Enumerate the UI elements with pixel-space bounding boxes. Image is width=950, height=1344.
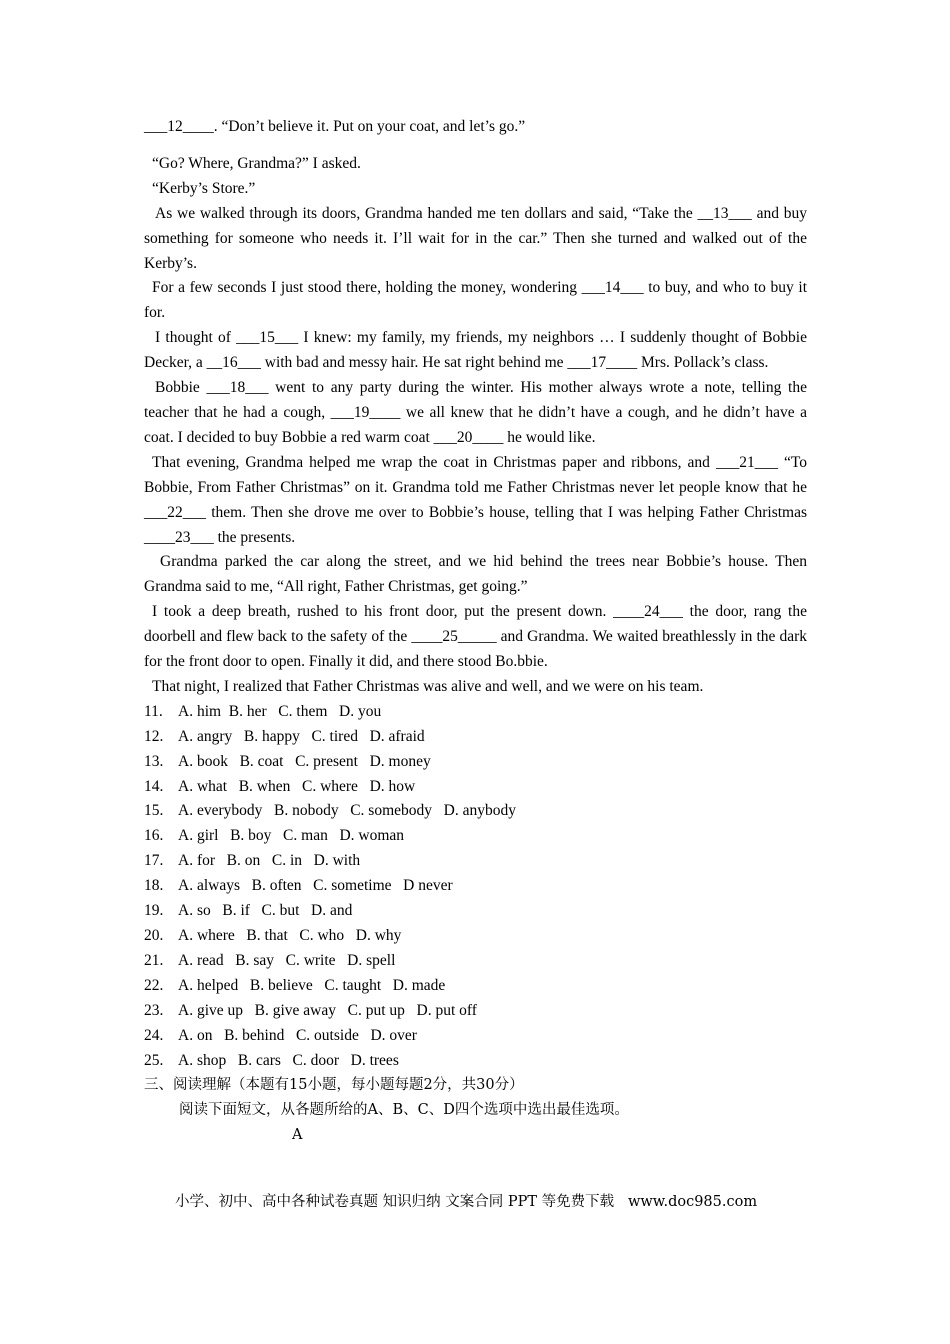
section-heading: 三、阅读理解（本题有15小题，每小题每题2分，共30分） xyxy=(144,1077,524,1094)
question-options: A. angry B. happy C. tired D. afraid xyxy=(178,727,425,745)
question-number: 18. xyxy=(144,877,164,895)
question-options: A. always B. often C. sometime D never xyxy=(178,877,453,895)
question-11 xyxy=(144,700,807,725)
passage-paragraph-night: That night, I realized that Father Christmas was alive and well, and we were on his team. xyxy=(152,677,704,695)
question-list xyxy=(144,700,807,1074)
passage-paragraph-parked: Grandma parked the car along the street, and we hid behind the trees near Bobbie’s house. Then Grandma said to me, “All right, Father Christmas, get going.” xyxy=(144,553,807,596)
question-21 xyxy=(144,949,807,974)
passage-paragraph-doors: As we walked through its doors, Grandma handed me ten dollars and said, “Take the __13___ and buy something for someone who needs it. I’ll wait for in the car.” Then she turned and walked out of the Kerby’s. xyxy=(144,204,807,272)
question-number: 20. xyxy=(144,927,164,944)
question-15 xyxy=(144,799,807,824)
passage-label: A xyxy=(292,1127,303,1144)
question-number: 25. xyxy=(144,1051,164,1069)
question-options: A. on B. behind C. outside D. over xyxy=(178,1026,417,1044)
passage-paragraph-money: For a few seconds I just stood there, holding the money, wondering ___14___ to buy, and who to buy it for. xyxy=(144,279,807,322)
question-number: 16. xyxy=(144,827,164,845)
question-options: A. everybody B. nobody C. somebody D. anybody xyxy=(178,802,516,820)
question-18 xyxy=(144,874,807,899)
question-17 xyxy=(144,849,807,874)
passage xyxy=(144,115,807,1148)
question-options: A. book B. coat C. present D. money xyxy=(178,752,431,770)
question-options: A. shop B. cars C. door D. trees xyxy=(178,1051,399,1069)
page-footer: 小学、初中、高中各种试卷真题 知识归纳 文案合同 PPT 等免费下载 www.doc985.com xyxy=(175,1194,758,1210)
question-options: A. helped B. believe C. taught D. made xyxy=(178,976,446,994)
question-options: A. where B. that C. who D. why xyxy=(178,927,402,944)
question-options: A. read B. say C. write D. spell xyxy=(178,951,396,969)
question-number: 24. xyxy=(144,1026,164,1044)
passage-line-go: “Go? Where, Grandma?” I asked. xyxy=(152,154,361,172)
question-20 xyxy=(144,924,807,949)
section-instruction: 阅读下面短文，从各题所给的A、B、C、D四个选项中选出最佳选项。 xyxy=(179,1102,629,1119)
question-number: 15. xyxy=(144,802,164,820)
passage-paragraph-bobbie: I thought of ___15___ I knew: my family, my friends, my neighbors … I suddenly thought of Bobbie Decker, a __16___ with bad and messy hair. He sat right behind me ___17____ Mrs. Pollack’s class. xyxy=(144,329,807,372)
question-options: A. him B. her C. them D. you xyxy=(178,702,382,720)
question-options: A. girl B. boy C. man D. woman xyxy=(178,827,405,845)
question-options: A. what B. when C. where D. how xyxy=(178,777,416,795)
passage-paragraph-party: Bobbie ___18___ went to any party during the winter. His mother always wrote a note, telling the teacher that he had a cough, ___19____ we all knew that he didn’t have a cough, and he didn’t have a coat. I decided to buy Bobbie a red warm coat ___20____ he would like. xyxy=(144,379,807,446)
question-16 xyxy=(144,824,807,849)
question-number: 13. xyxy=(144,752,164,770)
question-number: 21. xyxy=(144,951,164,969)
question-options: A. for B. on C. in D. with xyxy=(178,852,361,870)
question-number: 23. xyxy=(144,1001,164,1019)
question-19 xyxy=(144,899,807,924)
passage-line-12: ___12____. “Don’t believe it. Put on your coat, and let’s go.” xyxy=(144,118,526,135)
question-23 xyxy=(144,999,807,1024)
question-number: 22. xyxy=(144,976,164,994)
passage-paragraph-breath: I took a deep breath, rushed to his front door, put the present down. ____24___ the door, rang the doorbell and flew back to the safety of the ____25_____ and Grandma. We waited breathlessly in the dark for the front door to open. Finally it did, and there stood Bo.bbie. xyxy=(144,603,807,671)
question-number: 11. xyxy=(144,702,163,720)
question-22 xyxy=(144,974,807,999)
passage-line-kerby: “Kerby’s Store.” xyxy=(152,179,256,197)
question-14 xyxy=(144,775,807,800)
question-number: 14. xyxy=(144,777,164,795)
question-25 xyxy=(144,1049,807,1074)
passage-paragraph-evening: That evening, Grandma helped me wrap the coat in Christmas paper and ribbons, and ___21___ “To Bobbie, From Father Christmas” on it. Grandma told me Father Christmas never let people know that he ___22___ them. Then she drove me over to Bobbie’s house, telling that I was helping Father Christmas ____23___ the presents. xyxy=(144,453,807,546)
question-number: 12. xyxy=(144,727,164,745)
question-12 xyxy=(144,725,807,750)
question-13 xyxy=(144,750,807,775)
question-24 xyxy=(144,1024,807,1049)
question-options: A. so B. if C. but D. and xyxy=(178,902,353,920)
question-number: 19. xyxy=(144,902,164,920)
question-options: A. give up B. give away C. put up D. put off xyxy=(178,1001,477,1019)
question-number: 17. xyxy=(144,852,164,870)
